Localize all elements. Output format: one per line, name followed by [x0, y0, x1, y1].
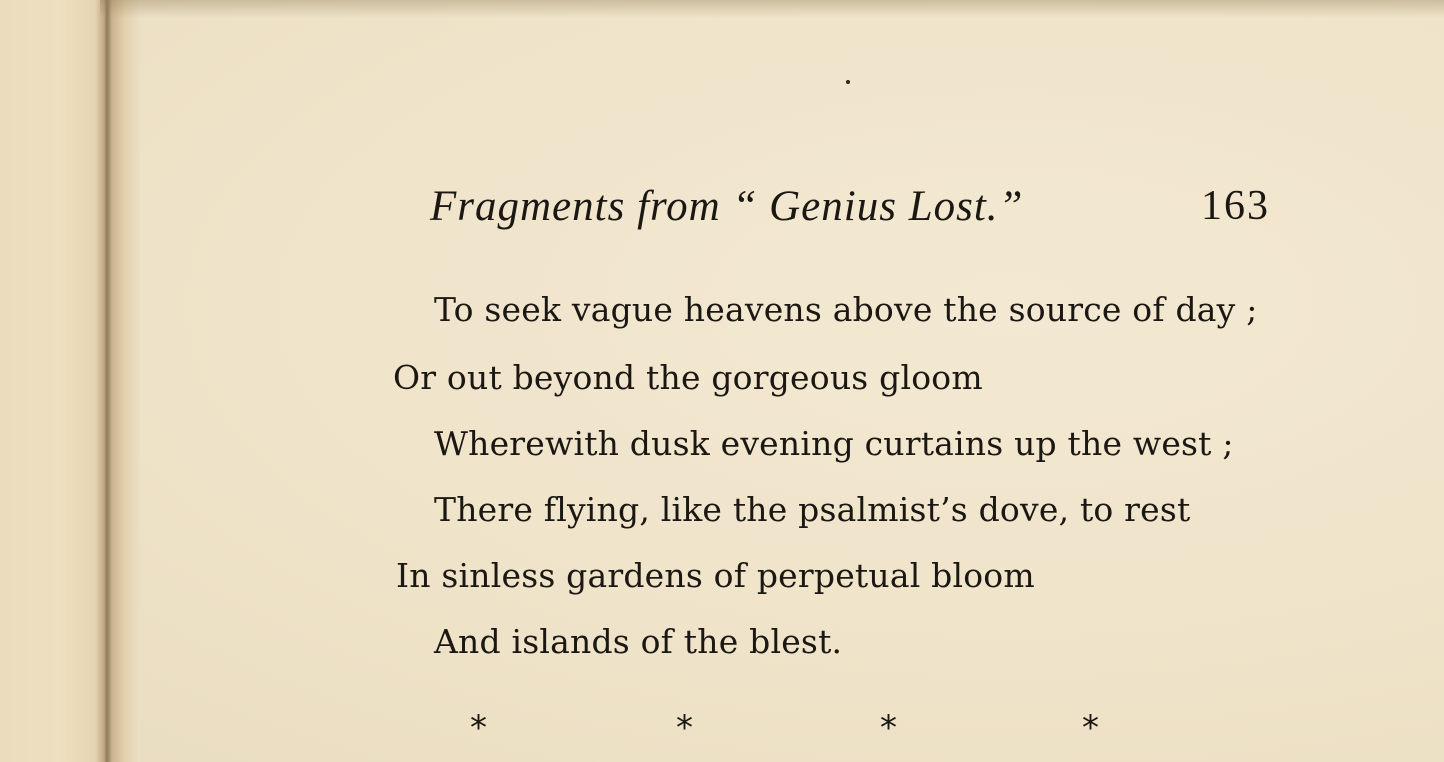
page-header — [430, 182, 1270, 238]
verse-line-1: To seek vague heavens above the source of day ; — [434, 290, 1258, 329]
asterisk-3: * — [880, 708, 897, 748]
verse-line-6: And islands of the blest. — [434, 622, 843, 661]
section-break — [470, 708, 1110, 748]
binding-gutter — [0, 0, 140, 762]
asterisk-1: * — [470, 708, 487, 748]
asterisk-4: * — [1082, 708, 1099, 748]
page-number: 163 — [1201, 183, 1270, 229]
verse-line-3: Wherewith dusk evening curtains up the west ; — [434, 424, 1234, 463]
running-title: Fragments from “ Genius Lost.” — [430, 183, 1024, 230]
verse-line-2: Or out beyond the gorgeous gloom — [393, 358, 983, 397]
top-edge-shadow — [100, 0, 1444, 18]
verse-line-5: In sinless gardens of perpetual bloom — [396, 556, 1035, 595]
asterisk-2: * — [676, 708, 693, 748]
verse-line-4: There flying, like the psalmist’s dove, to rest — [434, 490, 1191, 529]
paper-speck — [846, 80, 850, 84]
